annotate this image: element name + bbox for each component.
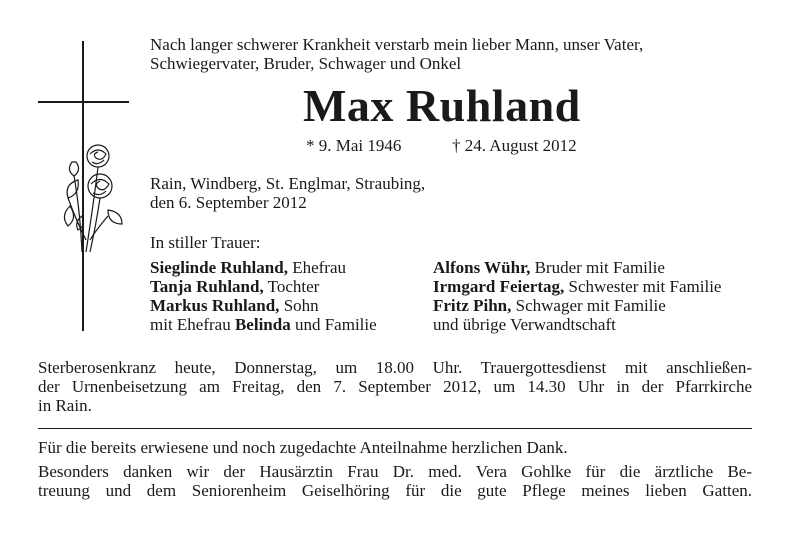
service-line-3: in Rain. [38, 396, 92, 415]
mourner-right-3 [433, 296, 666, 315]
mourner-left-4 [150, 315, 377, 334]
mourner-relation: Schwager mit Familie [511, 296, 666, 315]
mourner-name: Sieglinde Ruhland, [150, 258, 288, 277]
divider-rule [38, 428, 752, 429]
thanks-line-2: Besonders danken wir der Hausärztin Frau Dr. med. Vera Gohlke für die ärztliche Be- [38, 462, 752, 481]
mourner-relation: Ehefrau [287, 258, 347, 277]
mourner-name: Tanja Ruhland, [150, 277, 264, 296]
mourner-left-1 [150, 258, 346, 277]
service-line-1: Sterberosenkranz heute, Donnerstag, um 18.00 Uhr. Trauergottesdienst mit anschließen- [38, 358, 752, 377]
mourner-right-2 [433, 277, 721, 296]
cross-horizontal-bar [38, 101, 129, 103]
deceased-name: Max Ruhland [303, 80, 581, 131]
mourner-relation: Tochter [263, 277, 320, 296]
mourner-name: Belinda [234, 315, 291, 334]
birth-date: * 9. Mai 1946 [306, 136, 402, 155]
mourner-relation: Schwester mit Familie [564, 277, 722, 296]
roses-icon [56, 140, 126, 255]
mourner-relation: und übrige Verwandtschaft [433, 315, 616, 334]
death-date: † 24. August 2012 [452, 136, 577, 155]
intro-line-2: Schwiegervater, Bruder, Schwager und Onkel [150, 54, 462, 73]
mourner-left-3 [150, 296, 319, 315]
mourner-name: Fritz Pihn, [433, 296, 512, 315]
mourner-left-2 [150, 277, 319, 296]
mourner-right-4 [433, 315, 616, 334]
service-paragraph [38, 358, 752, 415]
place-line-2: den 6. September 2012 [150, 193, 307, 212]
mourner-relation: und Familie [290, 315, 377, 334]
intro-line-1: Nach langer schwerer Krankheit verstarb mein lieber Mann, unser Vater, [150, 35, 644, 54]
service-line-2: der Urnenbeisetzung am Freitag, den 7. September 2012, um 14.30 Uhr in der Pfarrkirche [38, 377, 752, 396]
mourners-heading: In stiller Trauer: [150, 233, 261, 252]
mourner-name: Markus Ruhland, [150, 296, 280, 315]
mourner-right-1 [433, 258, 665, 277]
mourner-relation: Sohn [279, 296, 319, 315]
thanks-line-3: treuung und dem Seniorenheim Geiselhöring für die gute Pflege meines lieben Gatten. [38, 481, 752, 500]
place-line-1: Rain, Windberg, St. Englmar, Straubing, [150, 174, 426, 193]
mourner-name: Irmgard Feiertag, [433, 277, 565, 296]
mourner-name: Alfons Wühr, [433, 258, 531, 277]
thanks-paragraph [38, 462, 752, 500]
mourner-prefix: mit Ehefrau [150, 315, 235, 334]
thanks-line-1: Für die bereits erwiesene und noch zugedachte Anteilnahme herzlichen Dank. [38, 438, 568, 457]
mourner-relation: Bruder mit Familie [530, 258, 665, 277]
